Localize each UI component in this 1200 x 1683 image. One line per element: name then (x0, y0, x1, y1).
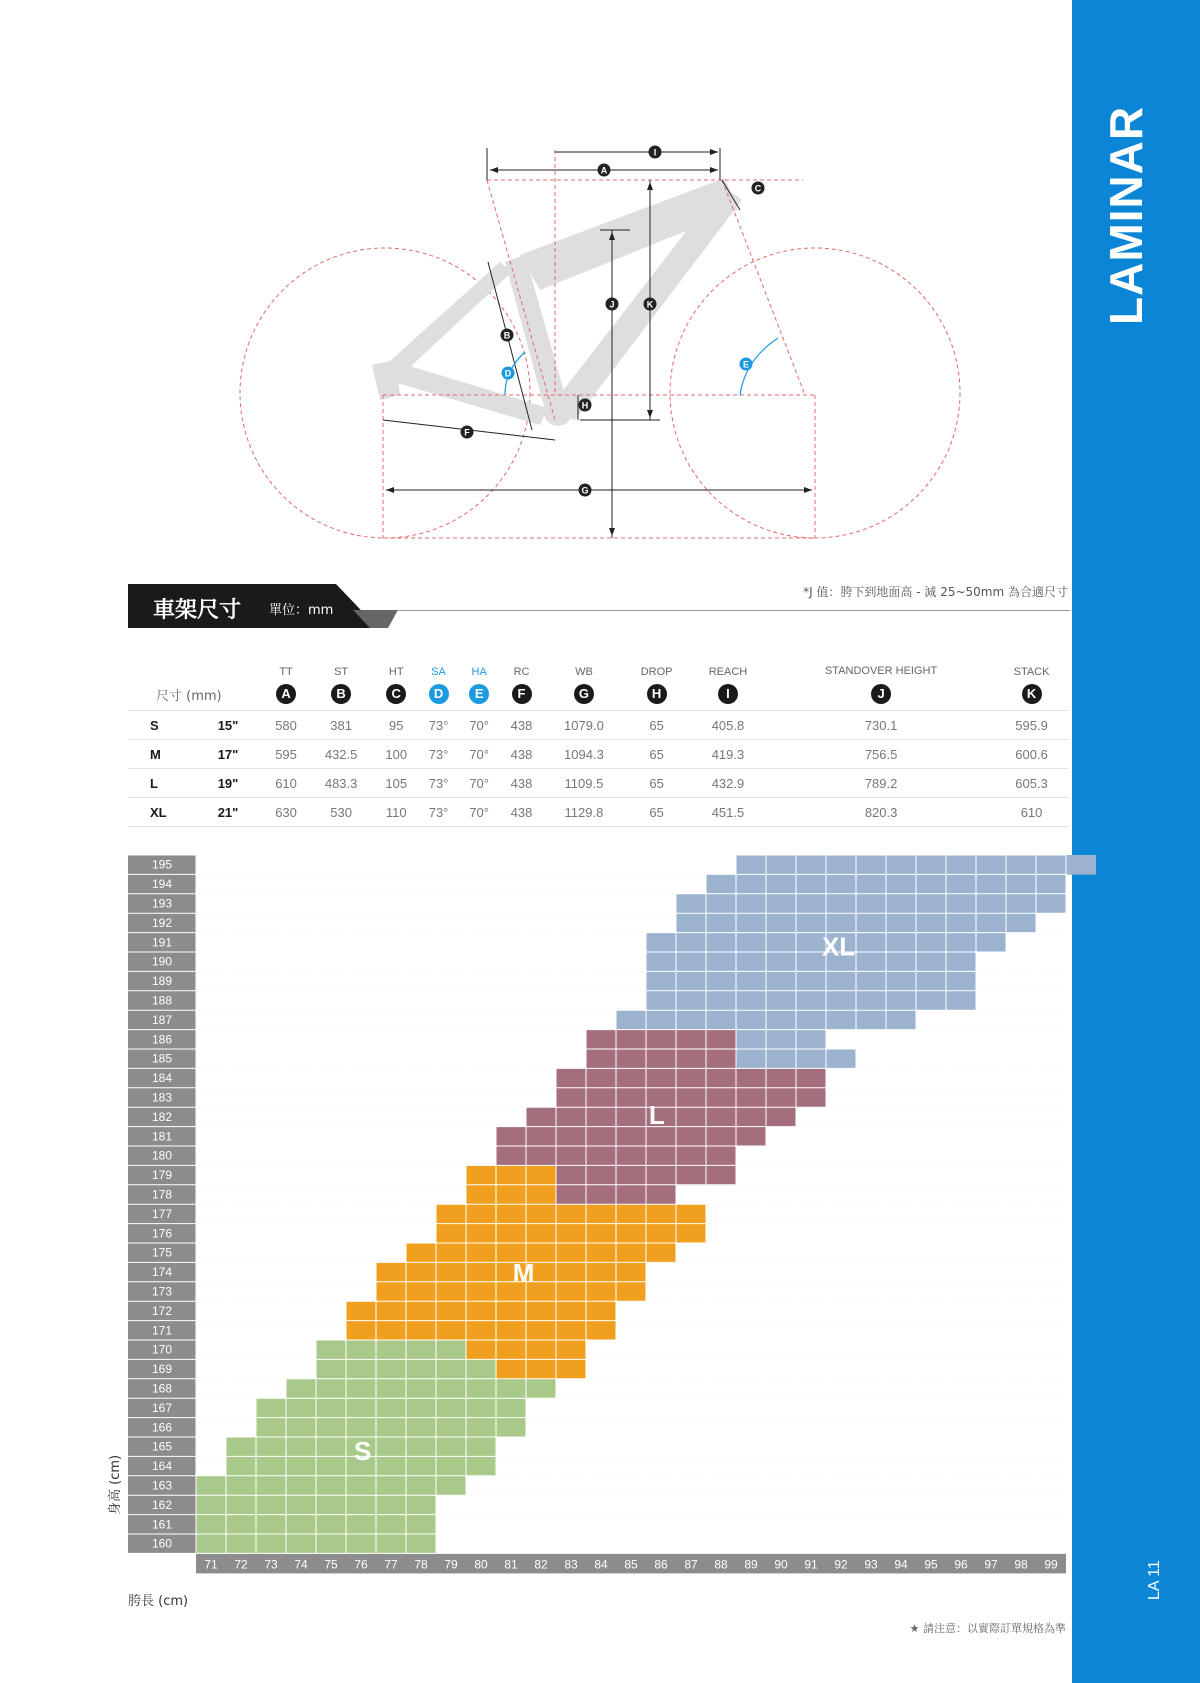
size-cell-S (196, 1476, 466, 1496)
row-inch: 17" (192, 740, 264, 769)
y-tick-label: 163 (151, 1478, 173, 1493)
size-cell-L (586, 1030, 736, 1050)
col-letter-badge: D (429, 684, 449, 704)
x-tick-label: 92 (834, 1557, 848, 1572)
y-tick-label: 191 (151, 935, 173, 950)
row-value: 438 (499, 769, 543, 798)
row-value: 610 (995, 798, 1068, 827)
size-label-XL: XL (821, 931, 856, 962)
svg-text:C: C (754, 183, 762, 194)
svg-text:E: E (742, 359, 750, 370)
x-tick-label: 93 (864, 1557, 878, 1572)
row-value: 595.9 (995, 711, 1068, 740)
y-tick-label: 176 (151, 1226, 173, 1241)
x-tick-label: 83 (564, 1557, 578, 1572)
y-tick-label: 161 (151, 1517, 173, 1532)
svg-text:D: D (504, 368, 512, 379)
size-cell-S (256, 1418, 526, 1438)
y-tick-label: 183 (151, 1090, 173, 1105)
row-value: 605.3 (995, 769, 1068, 798)
x-tick-label: 76 (354, 1557, 368, 1572)
col-header-8: REACH (708, 666, 748, 678)
x-tick-label: 75 (324, 1557, 338, 1572)
x-tick-label: 95 (924, 1557, 938, 1572)
x-tick-label: 84 (594, 1557, 608, 1572)
col-header-9: STANDOVER HEIGHT (824, 665, 938, 677)
row-value: 630 (264, 798, 308, 827)
x-tick-label: 78 (414, 1557, 428, 1572)
row-value: 381 (308, 711, 374, 740)
y-tick-label: 187 (151, 1012, 173, 1027)
row-value: 730.1 (767, 711, 995, 740)
svg-text:J: J (609, 299, 615, 310)
size-cell-M (466, 1165, 556, 1185)
svg-text:F: F (464, 427, 470, 438)
size-cell-M (436, 1204, 706, 1224)
row-value: 451.5 (689, 798, 767, 827)
row-value: 73° (418, 769, 459, 798)
row-value: 530 (308, 798, 374, 827)
size-cell-L (496, 1127, 766, 1147)
y-tick-label: 186 (151, 1032, 173, 1047)
row-value: 610 (264, 769, 308, 798)
standover-note: *J 值：胯下到地面高 - 減 25~50mm 為合適尺寸 (803, 585, 1068, 599)
x-tick-label: 88 (714, 1557, 728, 1572)
row-inch: 19" (192, 769, 264, 798)
col-header-3: SA (431, 666, 446, 678)
x-tick-label: 98 (1014, 1557, 1028, 1572)
col-header-2: HT (388, 666, 404, 678)
size-cell-XL (646, 991, 976, 1011)
svg-text:G: G (581, 485, 589, 496)
y-tick-label: 182 (151, 1109, 173, 1124)
footnote: ★ 請注意：以實際訂單規格為準 (909, 1622, 1066, 1635)
y-tick-label: 184 (151, 1071, 173, 1086)
row-value: 600.6 (995, 740, 1068, 769)
row-inch: 15" (192, 711, 264, 740)
page-label: LA 11 (1146, 1560, 1163, 1600)
svg-text:B: B (503, 330, 511, 341)
y-tick-label: 164 (151, 1459, 173, 1474)
x-tick-label: 82 (534, 1557, 548, 1572)
row-value: 70° (459, 740, 500, 769)
size-cell-M (436, 1224, 706, 1244)
section-title: 車架尺寸 (153, 598, 242, 623)
x-tick-label: 77 (384, 1557, 398, 1572)
row-inch: 21" (192, 798, 264, 827)
col-letter-badge: J (871, 684, 891, 704)
size-cell-M (346, 1321, 616, 1341)
row-value: 73° (418, 798, 459, 827)
row-value: 110 (374, 798, 418, 827)
x-tick-label: 85 (624, 1557, 638, 1572)
y-tick-label: 172 (151, 1303, 173, 1318)
y-tick-label: 168 (151, 1381, 173, 1396)
size-cell-S (256, 1398, 526, 1418)
col-letter-badge: E (469, 684, 489, 704)
row-value: 756.5 (767, 740, 995, 769)
row-value: 438 (499, 798, 543, 827)
y-tick-label: 166 (151, 1420, 173, 1435)
y-tick-label: 169 (151, 1362, 173, 1377)
col-letter-badge: K (1022, 684, 1042, 704)
svg-text:LAMINAR: LAMINAR (1100, 105, 1152, 325)
row-size: XL (128, 798, 192, 827)
y-tick-label: 190 (151, 954, 173, 969)
size-cell-L (556, 1088, 826, 1108)
size-cell-M (406, 1243, 676, 1263)
row-value: 432.5 (308, 740, 374, 769)
row-value: 70° (459, 711, 500, 740)
row-value: 100 (374, 740, 418, 769)
row-value: 438 (499, 711, 543, 740)
y-tick-label: 167 (151, 1400, 173, 1415)
y-tick-label: 173 (151, 1284, 173, 1299)
size-cell-M (466, 1185, 556, 1205)
col-letter-badge: G (574, 684, 594, 704)
col-letter-badge: A (276, 684, 296, 704)
size-cell-XL (646, 952, 976, 972)
size-cell-S (316, 1340, 466, 1360)
size-cell-M (376, 1262, 646, 1282)
x-tick-label: 87 (684, 1557, 698, 1572)
row-value: 1079.0 (544, 711, 625, 740)
size-cell-XL (676, 894, 1066, 914)
x-tick-label: 94 (894, 1557, 908, 1572)
y-tick-label: 174 (151, 1265, 173, 1280)
y-tick-label: 179 (151, 1168, 173, 1183)
col-header-6: WB (575, 666, 593, 678)
col-header-1: ST (334, 666, 349, 678)
x-tick-label: 90 (774, 1557, 788, 1572)
col-letter-badge: H (647, 684, 667, 704)
row-value: 65 (624, 798, 689, 827)
col-letter-badge: I (718, 684, 738, 704)
x-tick-label: 73 (264, 1557, 278, 1572)
size-label-L: L (648, 1100, 665, 1131)
chart-xlabel: 胯長 (cm) (128, 1594, 189, 1609)
y-tick-label: 162 (151, 1497, 173, 1512)
x-tick-label: 86 (654, 1557, 668, 1572)
y-tick-label: 171 (151, 1323, 173, 1338)
row-value: 820.3 (767, 798, 995, 827)
col-header-0: TT (279, 666, 293, 678)
size-header: 尺寸 (mm) (128, 678, 264, 711)
row-value: 438 (499, 740, 543, 769)
y-tick-label: 170 (151, 1342, 173, 1357)
x-tick-label: 72 (234, 1557, 248, 1572)
row-value: 65 (624, 711, 689, 740)
row-size: S (128, 711, 192, 740)
x-tick-label: 99 (1044, 1557, 1058, 1572)
y-tick-label: 181 (151, 1129, 173, 1144)
row-size: L (128, 769, 192, 798)
y-tick-label: 192 (151, 915, 173, 930)
y-tick-label: 177 (151, 1206, 173, 1221)
size-cell-XL (736, 1030, 826, 1050)
y-tick-label: 165 (151, 1439, 173, 1454)
y-tick-label: 188 (151, 993, 173, 1008)
row-value: 1129.8 (544, 798, 625, 827)
col-header-5: RC (513, 666, 530, 678)
x-tick-label: 71 (204, 1557, 218, 1572)
size-cell-XL (646, 971, 976, 991)
row-value: 73° (418, 711, 459, 740)
chart-ylabel: 身高 (cm) (108, 1454, 123, 1515)
col-header-7: DROP (640, 666, 673, 678)
x-tick-label: 80 (474, 1557, 488, 1572)
x-tick-label: 96 (954, 1557, 968, 1572)
row-value: 1109.5 (544, 769, 625, 798)
size-cell-M (496, 1359, 586, 1379)
col-letter-badge: F (512, 684, 532, 704)
size-cell-S (286, 1379, 556, 1399)
x-tick-label: 81 (504, 1557, 518, 1572)
row-value: 595 (264, 740, 308, 769)
col-letter-badge: C (386, 684, 406, 704)
svg-text:I: I (653, 147, 657, 158)
size-label-M: M (512, 1258, 535, 1289)
row-value: 1094.3 (544, 740, 625, 769)
col-header-4: HA (471, 666, 487, 678)
x-tick-label: 97 (984, 1557, 998, 1572)
y-tick-label: 180 (151, 1148, 173, 1163)
col-header-10: STACK (1013, 666, 1050, 678)
size-cell-L (556, 1068, 826, 1088)
row-value: 65 (624, 769, 689, 798)
row-value: 70° (459, 798, 500, 827)
row-value: 70° (459, 769, 500, 798)
col-letter-badge: B (331, 684, 351, 704)
row-value: 483.3 (308, 769, 374, 798)
svg-text:H: H (581, 400, 589, 411)
svg-text:A: A (600, 165, 608, 176)
row-value: 65 (624, 740, 689, 769)
x-tick-label: 74 (294, 1557, 308, 1572)
y-tick-label: 189 (151, 974, 173, 989)
y-tick-label: 195 (151, 857, 173, 872)
y-tick-label: 175 (151, 1245, 173, 1260)
row-size: M (128, 740, 192, 769)
row-value: 789.2 (767, 769, 995, 798)
x-tick-label: 89 (744, 1557, 758, 1572)
row-value: 73° (418, 740, 459, 769)
svg-text:K: K (646, 299, 654, 310)
y-tick-label: 160 (151, 1536, 173, 1551)
row-value: 580 (264, 711, 308, 740)
row-value: 432.9 (689, 769, 767, 798)
row-value: 95 (374, 711, 418, 740)
y-tick-label: 185 (151, 1051, 173, 1066)
row-value: 419.3 (689, 740, 767, 769)
row-value: 405.8 (689, 711, 767, 740)
size-cell-M (346, 1301, 616, 1321)
y-tick-label: 193 (151, 896, 173, 911)
section-unit: 單位：mm (269, 603, 334, 618)
y-tick-label: 194 (151, 877, 173, 892)
size-label-S: S (354, 1436, 372, 1467)
x-tick-label: 91 (804, 1557, 818, 1572)
row-value: 105 (374, 769, 418, 798)
size-cell-M (376, 1282, 646, 1302)
y-tick-label: 178 (151, 1187, 173, 1202)
x-tick-label: 79 (444, 1557, 458, 1572)
